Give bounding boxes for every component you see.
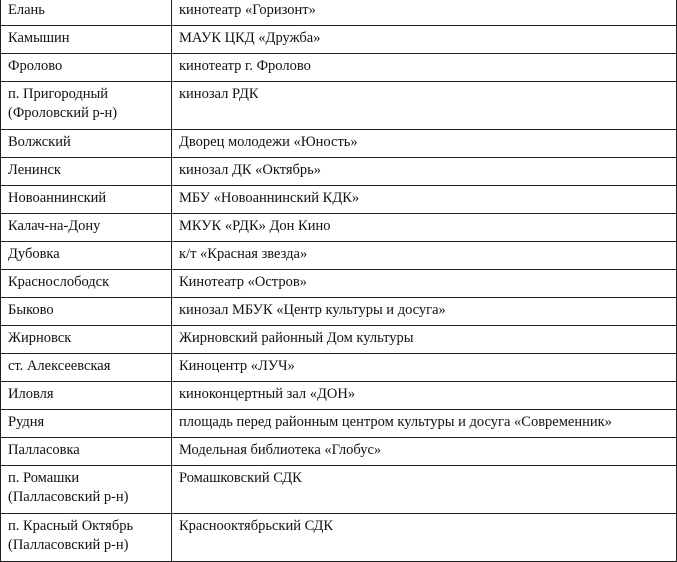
place-cell: ст. Алексеевская (1, 354, 172, 382)
venue-cell: кинотеатр г. Фролово (172, 54, 677, 82)
table-row (1, 438, 677, 466)
place-cell: Быково (1, 298, 172, 326)
place-cell: Дубовка (1, 242, 172, 270)
place-cell: Калач-на-Дону (1, 214, 172, 242)
place-cell: п. Красный Октябрь (Палласовский р-н) (1, 514, 172, 562)
venue-cell: МАУК ЦКД «Дружба» (172, 26, 677, 54)
table-row (1, 270, 677, 298)
venue-cell: кинотеатр «Горизонт» (172, 0, 677, 26)
place-cell: Фролово (1, 54, 172, 82)
place-cell: Камышин (1, 26, 172, 54)
place-cell: п. Ромашки (Палласовский р-н) (1, 466, 172, 514)
venue-cell: площадь перед районным центром культуры и досуга «Современник» (172, 410, 677, 438)
table-row (1, 382, 677, 410)
place-cell: Рудня (1, 410, 172, 438)
table-row (1, 242, 677, 270)
venue-cell: Модельная библиотека «Глобус» (172, 438, 677, 466)
place-cell: Елань (1, 0, 172, 26)
table-row (1, 326, 677, 354)
place-cell: Жирновск (1, 326, 172, 354)
venue-cell: МБУ «Новоаннинский КДК» (172, 186, 677, 214)
venue-cell: Кинотеатр «Остров» (172, 270, 677, 298)
place-cell: Краснослободск (1, 270, 172, 298)
table-row (1, 466, 677, 514)
place-cell: Иловля (1, 382, 172, 410)
table-row (1, 54, 677, 82)
table-row (1, 214, 677, 242)
venue-cell: Краснооктябрьский СДК (172, 514, 677, 562)
venue-cell: Дворец молодежи «Юность» (172, 130, 677, 158)
place-cell: Палласовка (1, 438, 172, 466)
table-row (1, 82, 677, 130)
venue-cell: Ромашковский СДК (172, 466, 677, 514)
table-row (1, 410, 677, 438)
table-row (1, 0, 677, 26)
table-row (1, 26, 677, 54)
venue-cell: к/т «Красная звезда» (172, 242, 677, 270)
table-row (1, 354, 677, 382)
table-row (1, 298, 677, 326)
venue-cell: Жирновский районный Дом культуры (172, 326, 677, 354)
venue-cell: кинозал РДК (172, 82, 677, 130)
venue-cell: киноконцертный зал «ДОН» (172, 382, 677, 410)
place-cell: Новоаннинский (1, 186, 172, 214)
venues-table-body (1, 0, 677, 562)
table-row (1, 186, 677, 214)
place-cell: Волжский (1, 130, 172, 158)
venue-cell: кинозал МБУК «Центр культуры и досуга» (172, 298, 677, 326)
table-row (1, 158, 677, 186)
table-row (1, 514, 677, 562)
venue-cell: МКУК «РДК» Дон Кино (172, 214, 677, 242)
place-cell: п. Пригородный (Фроловский р-н) (1, 82, 172, 130)
venue-cell: кинозал ДК «Октябрь» (172, 158, 677, 186)
venue-cell: Киноцентр «ЛУЧ» (172, 354, 677, 382)
table-row (1, 130, 677, 158)
place-cell: Ленинск (1, 158, 172, 186)
